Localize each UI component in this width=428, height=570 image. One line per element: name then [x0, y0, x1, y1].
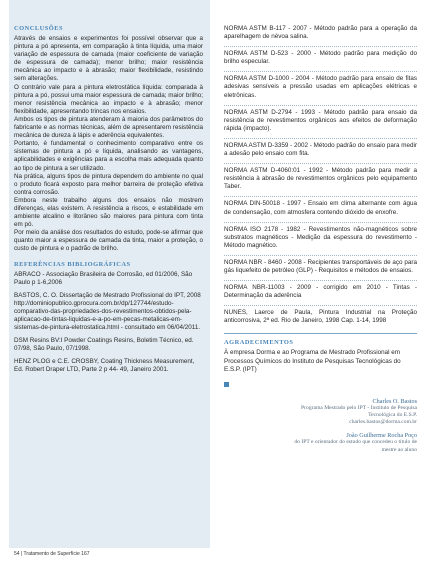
norm-item: NORMA NBR - 8460 - 2008 - Recipientes transportáveis de aço para gás liquefeito de petróleo (GLP) - Requisitos e métodos de ensaios.: [224, 256, 417, 281]
signature-block: [224, 398, 417, 427]
right-column: [224, 22, 417, 454]
norm-item: NORMA DIN-50018 - 1997 - Ensaio em clima alternante com água de condensação, com atmosfera contendo dióxido de enxofre.: [224, 197, 417, 222]
reference-item: BASTOS, C. O. Dissertação de Mestrado Profissional do IPT, 2008 http://dominiopublico.gprocura.com.br/dp/127744/estudo-comparativo-das-propriedades-dos-revestimentos-obtidos-pela-aplicacao-de-tintas-liquidas-e-a-po-em-pecas-metalicas-em-sistemas-de-pintura-eletrostatica.html - consultado em 06/04/2011.: [14, 291, 201, 332]
author-affiliation: Tecnológica do E.S.P.: [368, 411, 417, 418]
page-footer: 54 | Tratamento de Superfície 167: [14, 551, 90, 557]
norm-item: NORMA NBR-11003 - 2009 - corrigido em 2010 - Tintas - Determinação da aderência: [224, 281, 417, 306]
conclusions-paragraph: Na prática, alguns tipos de pintura dependem do ambiente no qual o produto ficará exposto para melhor barreira de proteção efetiva contra corrosão.: [14, 172, 203, 196]
author-affiliation: mestre ao aluno: [381, 446, 417, 453]
norm-item: NORMA ASTM B-117 - 2007 - Método padrão para a operação da aparelhagem de névoa salina.: [224, 22, 417, 47]
left-column-content: [14, 25, 203, 380]
conclusions-paragraph: Através de ensaios e experimentos foi possível observar que a pintura a pó apresenta, em comparação à tinta líquida, uma maior variação de espessura de camada (maior coeficiente de variação de espessura de camada); menor brilho; maior resistência mecânica ao impacto e à abrasão; maior flexibilidade, resistindo sem alterações.: [14, 35, 203, 83]
norm-item: NORMA ASTM D-2794 - 1993 - Método padrão para ensaio da resistência de revestimentos orgânicos aos efeitos de deformação rápida (impacto).: [224, 106, 417, 139]
norm-item: NORMA ASTM D-1000 - 2004 - Método padrão para ensaio de fitas adesivas sensíveis a pressão usadas em aplicações elétricas e eletrônicas.: [224, 72, 417, 105]
author-name: Charles O. Bastos: [372, 397, 417, 405]
reference-item: DSM Resins BV:I Powder Coatings Resins, Boletim Técnico, ed. 07/98, São Paulo, 07/1998.: [14, 337, 194, 353]
author-affiliation: do IPT e orientador do estudo que concedeu o título de: [294, 439, 417, 446]
reference-item: HENZ PLOG e C.E. CROSBY, Coating Thickness Measurement, Ed. Robert Draper LTD, Parte 2 p 44- 49, Janeiro 2001.: [14, 358, 195, 374]
author-email: charles.bastos@dorma.com.br: [349, 419, 417, 426]
norm-item: NORMA ISO 2178 - 1982 - Revestimentos não-magnéticos sobre substratos magnéticos - Medição da espessura do revestimento - Método magnético.: [224, 223, 417, 256]
signature-block: [224, 432, 417, 453]
norm-item: NORMA ASTM D-4060:01 - 1992 - Método padrão para medir a resistência à abrasão de revestimentos orgânicos pelo equipamento Taber.: [224, 164, 417, 197]
norm-item: NORMA ASTM D-523 - 2000 - Método padrão para medição do brilho especular.: [224, 47, 417, 72]
author-affiliation: Programa Mestrado pelo IPT - Instituto de Pesquisa: [301, 404, 417, 411]
author-name: João Guilherme Rocha Poço: [346, 432, 417, 440]
end-mark-icon: [224, 382, 229, 387]
reference-item: ABRACO - Associação Brasileira de Corrosão, ed 01/2006, São Paulo p 1-6,2006: [14, 270, 193, 286]
conclusions-heading: CONCLUSÕES: [14, 25, 64, 32]
acknowledgements-heading: AGRADECIMENTOS: [224, 339, 294, 347]
norm-item: NORMA ASTM D-3359 - 2002 - Método padrão do ensaio para medir a adesão pelo ensaio com fita.: [224, 139, 417, 164]
conclusions-paragraph: O contrário vale para a pintura eletrostática líquida: comparada à pintura a pó, possui uma maior espessura de camada; maior brilho; menor resistência mecânica ao impacto e à abrasão; menor flexibilidade, apresentando trincas nos ensaios.: [14, 83, 203, 115]
acknowledgements-text: À empresa Dorma e ao Programa de Mestrado Profissional em Processos Químicos do Instituto de Pesquisas Tecnológicas do E.S.P. (IPT): [224, 349, 401, 373]
references-heading: REFERÊNCIAS BIBLIOGRÁFICAS: [14, 260, 131, 268]
conclusions-paragraph: Portanto, é fundamental o conhecimento comparativo entre os sistemas de pintura a pó e líquida, analisando as vantagens, aplicabilidades e exigências para a escolha mais adequada quanto ao tipo de pintura a ser utilizado.: [14, 140, 203, 172]
conclusions-paragraph: Por meio da análise dos resultados do estudo, pode-se afirmar que quanto maior a espessura de camada da tinta, maior a proteção, o custo de pintura e o padrão de brilho.: [14, 229, 203, 253]
norm-item: NUNES, Laerce de Paula, Pintura Industrial na Proteção anticorrosiva, 2ª ed. Rio de Janeiro, 1998 Cap. 1-14, 1998: [224, 309, 417, 325]
conclusions-paragraph: Embora neste trabalho alguns dos ensaios não mostrem diferenças, elas existem. A resistência a riscos, e estabilidade em ambiente alcalino e litorâneo são maiores para pintura com tinta em pó.: [14, 196, 203, 229]
acknowledgements-section: [224, 333, 417, 391]
conclusions-paragraph: Ambos os tipos de pintura atenderam à maioria dos parâmetros do fabricante e as normas técnicas, além de apresentarem resistência mecânica de dureza à lápis e aderência equivalentes.: [14, 115, 203, 140]
